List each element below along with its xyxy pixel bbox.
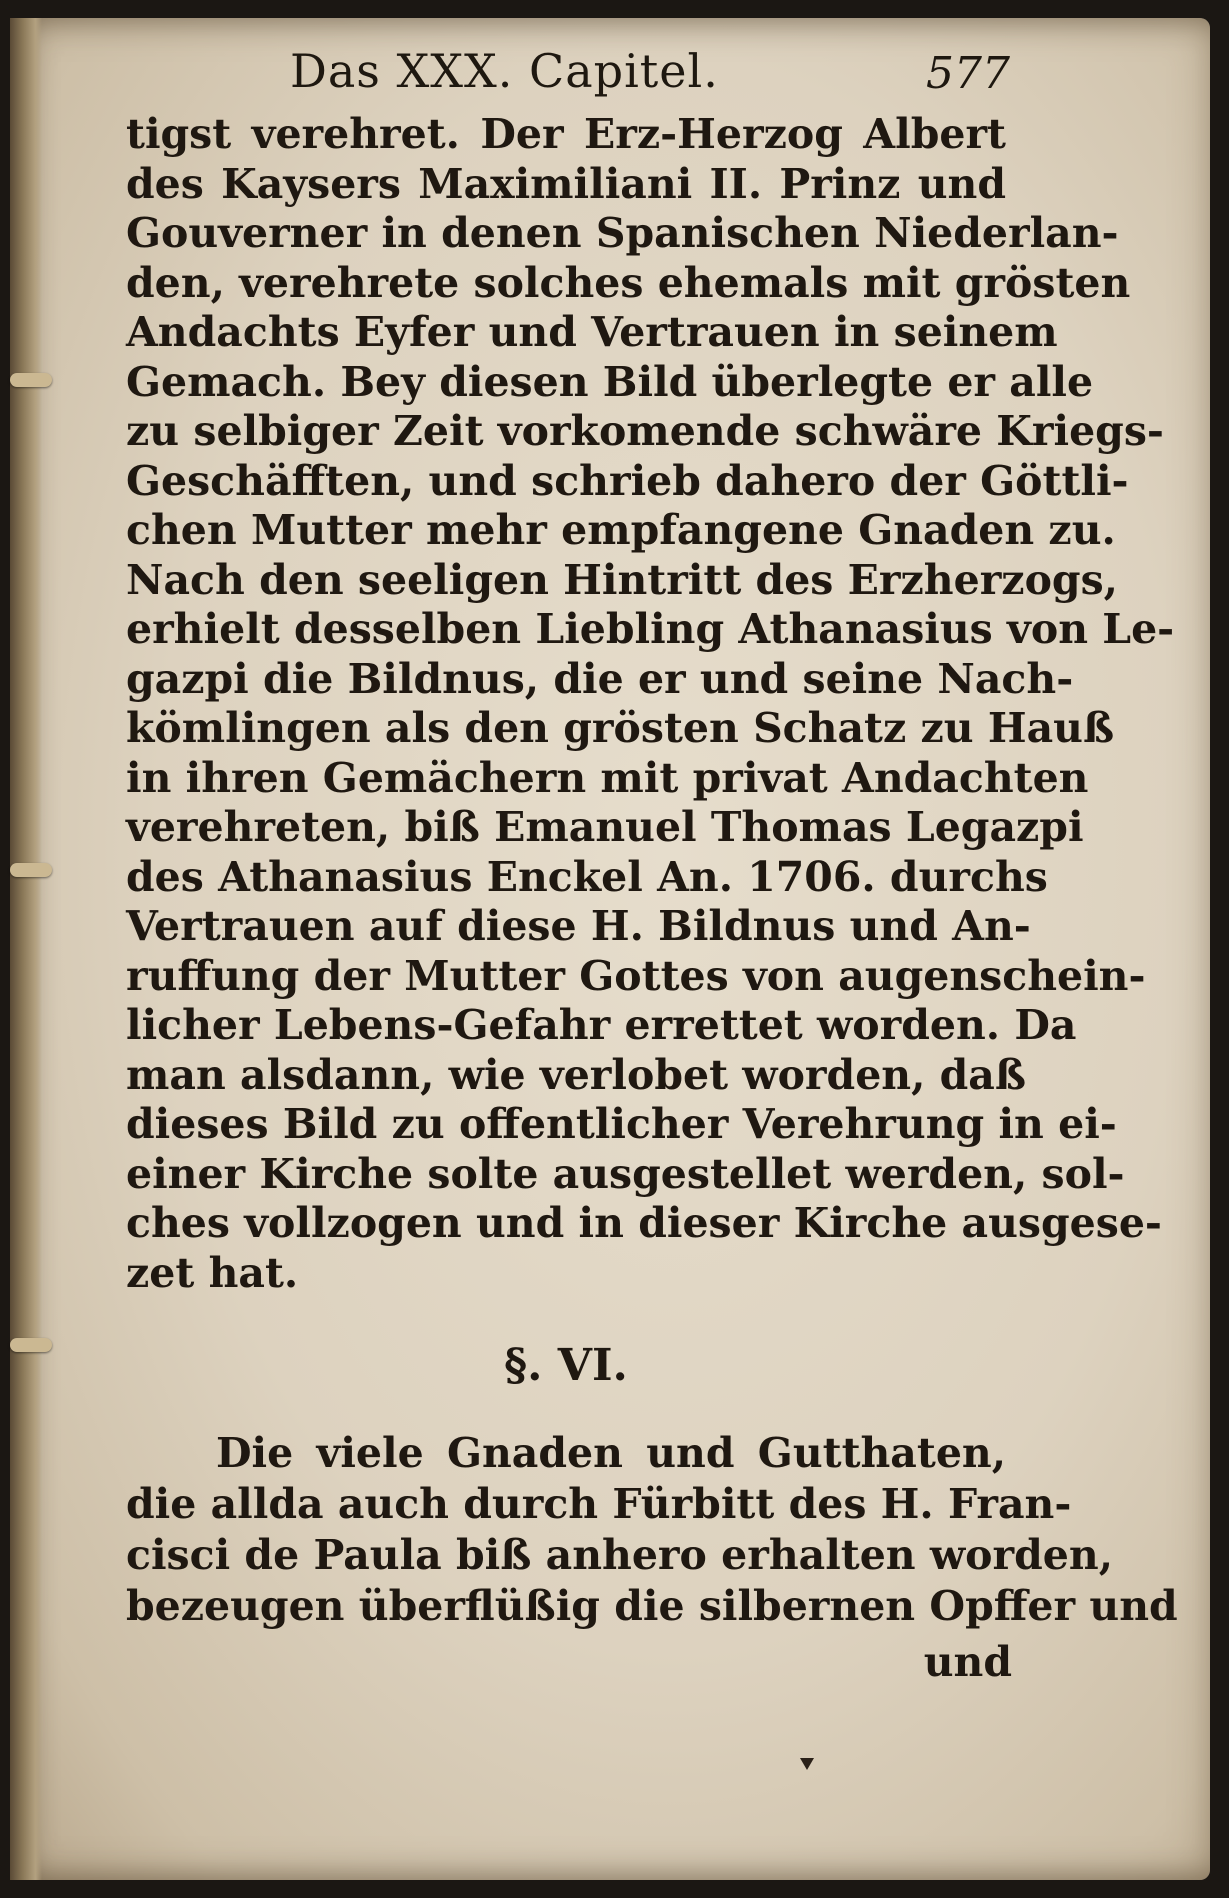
text-line: Vertrauen auf diese H. Bildnus und An- — [126, 902, 1031, 950]
section-text — [126, 1428, 1178, 1632]
text-line: die allda auch durch Fürbitt des H. Fran- — [126, 1480, 1072, 1528]
binding-thread — [10, 863, 52, 877]
text-line: in ihren Gemächern mit privat Andachten — [126, 753, 1089, 802]
binding-thread — [10, 373, 52, 387]
text-line: kömlingen als den grösten Schatz zu Hauß — [126, 704, 1115, 752]
text-line: zet hat. — [126, 1248, 299, 1297]
text-line: cisci de Paula biß anhero erhalten worden, — [126, 1531, 1113, 1579]
text-line: dieses Bild zu offentlicher Verehrung in ei- — [126, 1100, 1117, 1148]
text-line: chen Mutter mehr empfangene Gnaden zu. — [126, 506, 1116, 554]
running-head — [130, 44, 1010, 104]
text-line: man alsdann, wie verlobet worden, daß — [126, 1050, 1027, 1099]
text-line: gazpi die Bildnus, die er und seine Nach- — [126, 654, 1074, 703]
text-line: Gouverner in denen Spanischen Niederlan- — [126, 209, 1119, 257]
text-line: ruffung der Mutter Gottes von augenschein- — [126, 951, 1146, 1000]
text-line: verehreten, biß Emanuel Thomas Legazpi — [126, 803, 1084, 851]
page-binding — [10, 18, 42, 1880]
text-line: Nach den seeligen Hintritt des Erzherzogs, — [126, 555, 1118, 604]
section-heading: §. VI. — [504, 1340, 628, 1391]
binding-thread — [10, 1338, 52, 1352]
body-text — [126, 110, 1175, 1298]
text-line: zu selbiger Zeit vorkomende schwäre Kriegs- — [126, 407, 1164, 455]
catchword: und — [923, 1638, 1012, 1686]
text-line: Gemach. Bey diesen Bild überlegte er alle — [126, 357, 1094, 406]
text-line: Die viele Gnaden und Gutthaten, — [216, 1429, 1006, 1477]
chapter-title: Das XXX. Capitel. — [290, 44, 719, 98]
text-line: erhielt desselben Liebling Athanasius von Le- — [126, 605, 1175, 653]
text-line: Andachts Eyfer und Vertrauen in seinem — [126, 308, 1058, 356]
text-line: einer Kirche solte ausgestellet werden, sol- — [126, 1149, 1125, 1198]
text-line: bezeugen überflüßig die silbernen Opffer und — [126, 1582, 1178, 1630]
text-line: licher Lebens-Gefahr errettet worden. Da — [126, 1001, 1077, 1049]
book-page — [10, 18, 1210, 1880]
page-number: 577 — [926, 48, 1010, 99]
text-line: tigst verehret. Der Erz-Herzog Albert — [126, 110, 1006, 158]
text-line: den, verehrete solches ehemals mit grösten — [126, 258, 1131, 307]
text-line: Geschäfften, und schrieb dahero der Göttli- — [126, 456, 1129, 505]
text-line: des Athanasius Enckel An. 1706. durchs — [126, 852, 1048, 901]
text-line: des Kaysers Maximiliani II. Prinz und — [126, 159, 1006, 208]
text-line: ches vollzogen und in dieser Kirche ausgese- — [126, 1199, 1162, 1247]
ink-speck — [800, 1758, 814, 1770]
